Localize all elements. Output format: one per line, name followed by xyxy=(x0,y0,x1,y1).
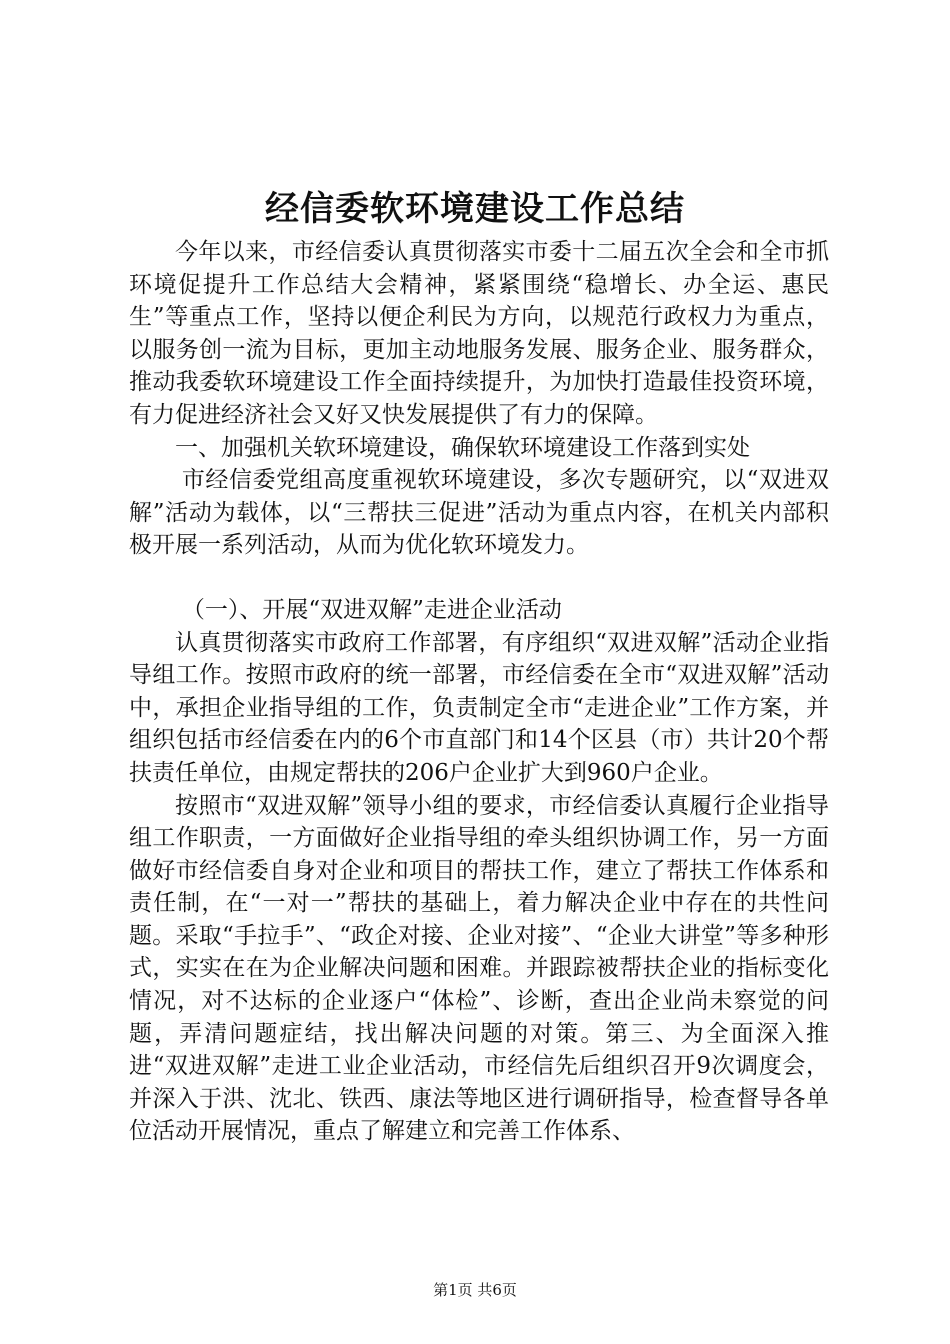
paragraph-section-1: 市经信委党组高度重视软环境建设，多次专题研究，以“双进双解”活动为载体，以“三帮扶三促进”活动为重点内容，在机关内部积极开展一系列活动，从而为优化软环境发力。 xyxy=(129,467,829,559)
document-title: 经信委软环境建设工作总结 xyxy=(265,189,685,229)
paragraph-subsection-1a: 认真贯彻落实市政府工作部署，有序组织“双进双解”活动企业指导组工作。按照市政府的统一部署，市经信委在全市“双进双解”活动中，承担企业指导组的工作，负责制定全市“走进企业”工作方案，并组织包括市经信委在内的6个市直部门和14个区县（市）共计20个帮扶责任单位，由规定帮扶的206户企业扩大到960户企业。 xyxy=(129,629,829,786)
paragraph-subsection-1b: 按照市“双进双解”领导小组的要求，市经信委认真履行企业指导组工作职责，一方面做好企业指导组的牵头组织协调工作，另一方面做好市经信委自身对企业和项目的帮扶工作，建立了帮扶工作体系和责任制，在“一对一”帮扶的基础上，着力解决企业中存在的共性问题。采取“手拉手”、“政企对接、企业对接”、“企业大讲堂”等多种形式，实实在在为企业解决问题和困难。并跟踪被帮扶企业的指标变化情况，对不达标的企业逐户“体检”、诊断，查出企业尚未察觉的问题，弄清问题症结，找出解决问题的对策。第三、为全面深入推进“双进双解”走进工业企业活动，市经信先后组织召开9次调度会，并深入于洪、沈北、铁西、康法等地区进行调研指导，检查督导各单位活动开展情况，重点了解建立和完善工作体系、 xyxy=(129,792,829,1145)
document-body xyxy=(129,236,829,1148)
page-footer: 第1页 共6页 xyxy=(433,1281,517,1299)
section-heading-1: 一、加强机关软环境建设，确保软环境建设工作落到实处 xyxy=(175,434,750,461)
subsection-heading-1: （一）、开展“双进双解”走进企业活动 xyxy=(181,596,562,623)
paragraph-intro: 今年以来，市经信委认真贯彻落实市委十二届五次全会和全市抓环境促提升工作总结大会精神，紧紧围绕“稳增长、办全运、惠民生”等重点工作，坚持以便企利民为方向，以规范行政权力为重点，以服务创一流为目标，更加主动地服务发展、服务企业、服务群众，推动我委软环境建设工作全面持续提升，为加快打造最佳投资环境，有力促进经济社会又好又快发展提供了有力的保障。 xyxy=(129,239,829,428)
paragraph-spacer xyxy=(129,562,829,594)
